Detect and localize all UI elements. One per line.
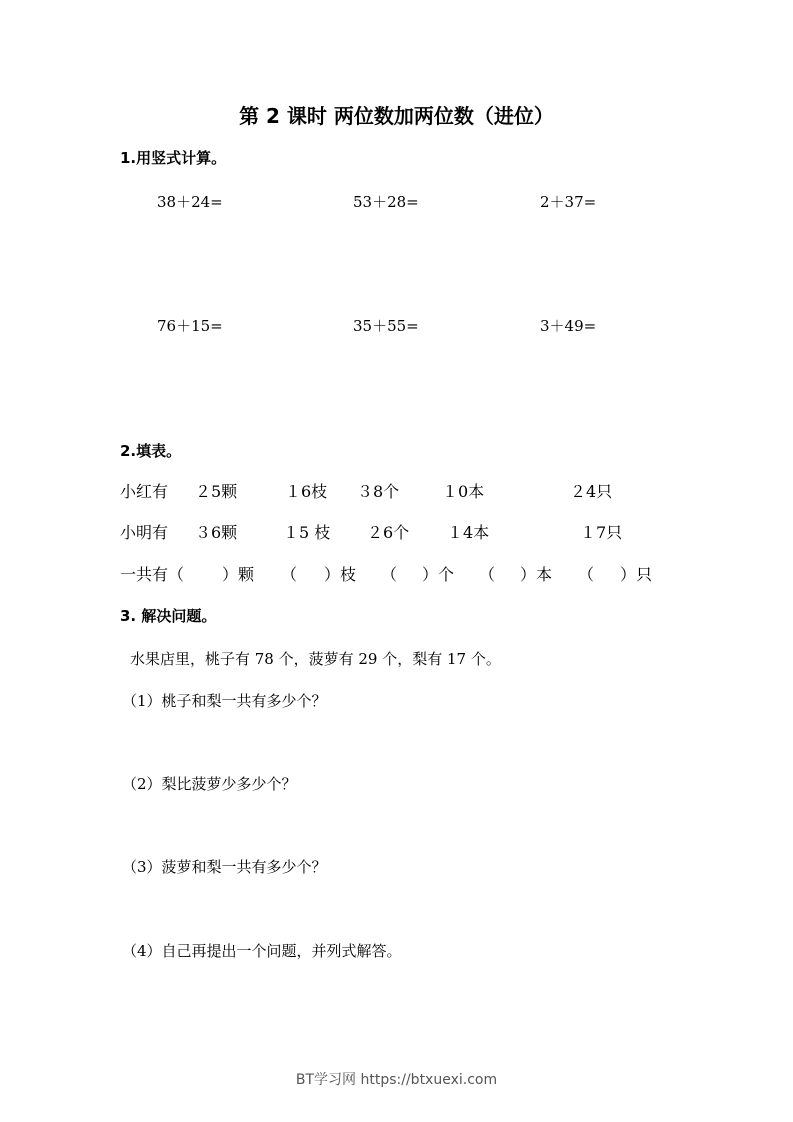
table-cell: ３6颗 [195,523,238,542]
table-cell: ）枝 [324,565,357,584]
table-cell: （ [281,565,298,584]
calc-item: 53＋28= [353,193,419,211]
calc-item: 35＋55= [353,317,419,335]
table-cell: ）个 [422,565,455,584]
table-cell: ３8个 [357,482,400,501]
table-cell: （ [381,565,398,584]
calc-item: 76＋15= [157,317,223,335]
question-item: （2）梨比菠萝少多少个？ [122,775,297,793]
question-item: （4）自己再提出一个问题，并列式解答。 [122,942,402,960]
calc-item: 3＋49= [540,317,597,335]
question-item: （1）桃子和梨一共有多少个？ [122,692,327,710]
table-cell: （ [479,565,496,584]
table-row [0,521,793,545]
section2-heading: 2.填表。 [120,442,182,460]
table-cell: １6枝 [285,482,328,501]
problem-statement: 水果店里，桃子有 78 个，菠萝有 29 个，梨有 17 个。 [130,650,501,668]
section3-heading: 3. 解决问题。 [120,607,217,625]
table-cell: １0本 [442,482,485,501]
table-cell: ２5颗 [195,482,238,501]
table-cell: （ [578,565,595,584]
footer-watermark: BT学习网 https://btxuexi.com [295,1072,498,1088]
table-row [0,480,793,504]
table-cell: １5 枝 [283,523,331,542]
calc-item: 2＋37= [540,193,597,211]
section1-heading: 1.用竖式计算。 [120,149,227,167]
table-cell: ）只 [620,565,653,584]
calc-item: 38＋24= [157,193,223,211]
table-cell: ２6个 [367,523,410,542]
table-cell: 小红有 [120,482,169,501]
question-item: （3）菠萝和梨一共有多少个？ [122,858,327,876]
table-cell: 一共有（ [120,565,185,584]
table-cell: １4本 [447,523,490,542]
table-cell: １7只 [580,523,623,542]
table-cell: ２4只 [570,482,613,501]
table-cell: ）本 [520,565,553,584]
table-cell: 小明有 [120,523,169,542]
table-cell: ）颗 [222,565,255,584]
table-row [0,563,793,587]
page-title: 第 2 课时 两位数加两位数（进位） [239,104,554,128]
